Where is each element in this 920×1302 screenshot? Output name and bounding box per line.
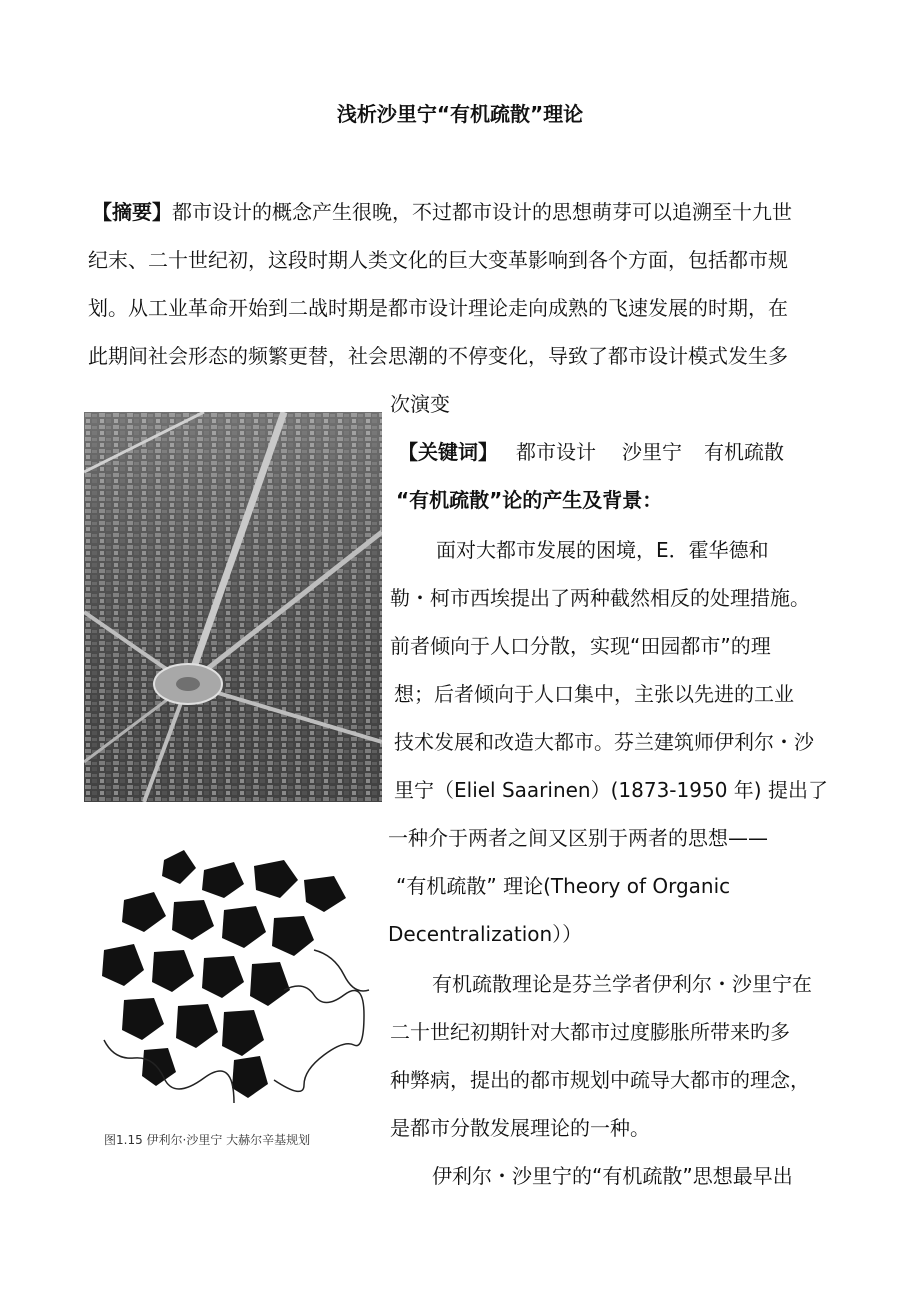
abstract-line-3: 划。从工业革命开始到二战时期是都市设计理论走向成熟的飞速发展的时期，在 xyxy=(88,296,788,320)
abstract-line-4: 此期间社会形态的频繁更替，社会思潮的不停变化，导致了都市设计模式发生多 xyxy=(88,344,788,368)
abstract-line-1 xyxy=(92,198,792,226)
body-line-9: Decentralization）） xyxy=(388,922,583,946)
body-line-11: 二十世纪初期针对大都市过度膨胀所带来旳多 xyxy=(390,1020,790,1044)
body-line-7: 一种介于两者之间又区别于两者的思想—— xyxy=(388,826,768,850)
body-line-4: 想；后者倾向于人口集中，主张以先进的工业 xyxy=(394,682,794,706)
body-line-6: 里宁（Eliel Saarinen）(1873-1950 年) 提出了 xyxy=(394,778,828,802)
keyword-2: 沙里宁 xyxy=(622,440,682,464)
section-heading: “有机疏散”论的产生及背景： xyxy=(396,488,663,512)
body-line-13: 是都市分散发展理论的一种。 xyxy=(390,1116,650,1140)
body-line-1: 面对大都市发展的困境，E．霍华德和 xyxy=(436,538,769,562)
keyword-3: 有机疏散 xyxy=(704,440,784,464)
aerial-city-photo xyxy=(84,412,382,802)
body-line-5: 技术发展和改造大都市。芬兰建筑师伊利尔・沙 xyxy=(394,730,814,754)
body-line-3: 前者倾向于人口分散，实现“田园都市”的理 xyxy=(390,634,771,658)
abstract-line-5: 次演变 xyxy=(390,392,450,416)
document-title: 浅析沙里宁“有机疏散”理论 xyxy=(336,102,584,126)
city-plan-figure xyxy=(84,840,384,1120)
body-line-10: 有机疏散理论是芬兰学者伊利尔・沙里宁在 xyxy=(432,972,812,996)
figure-caption: 图1.15 伊利尔·沙里宁 大赫尔辛基规划 xyxy=(104,1133,311,1147)
body-line-14: 伊利尔・沙里宁的“有机疏散”思想最早出 xyxy=(432,1164,793,1188)
body-line-12: 种弊病，提出的都市规划中疏导大都市的理念， xyxy=(390,1068,810,1092)
body-line-8: “有机疏散” 理论(Theory of Organic xyxy=(396,874,731,898)
abstract-label: 【摘要】 xyxy=(92,200,172,224)
abstract-line-2: 纪末、二十世纪初，这段时期人类文化的巨大变革影响到各个方面，包括都市规 xyxy=(88,248,788,272)
keywords-label: 【关键词】 xyxy=(398,440,498,464)
body-line-2: 勒・柯市西埃提出了两种截然相反的处理措施。 xyxy=(390,586,810,610)
keyword-1: 都市设计 xyxy=(516,440,596,464)
abstract-text-1: 都市设计的概念产生很晚，不过都市设计的思想萌芽可以追溯至十九世 xyxy=(172,200,792,224)
keywords-line xyxy=(398,438,784,466)
